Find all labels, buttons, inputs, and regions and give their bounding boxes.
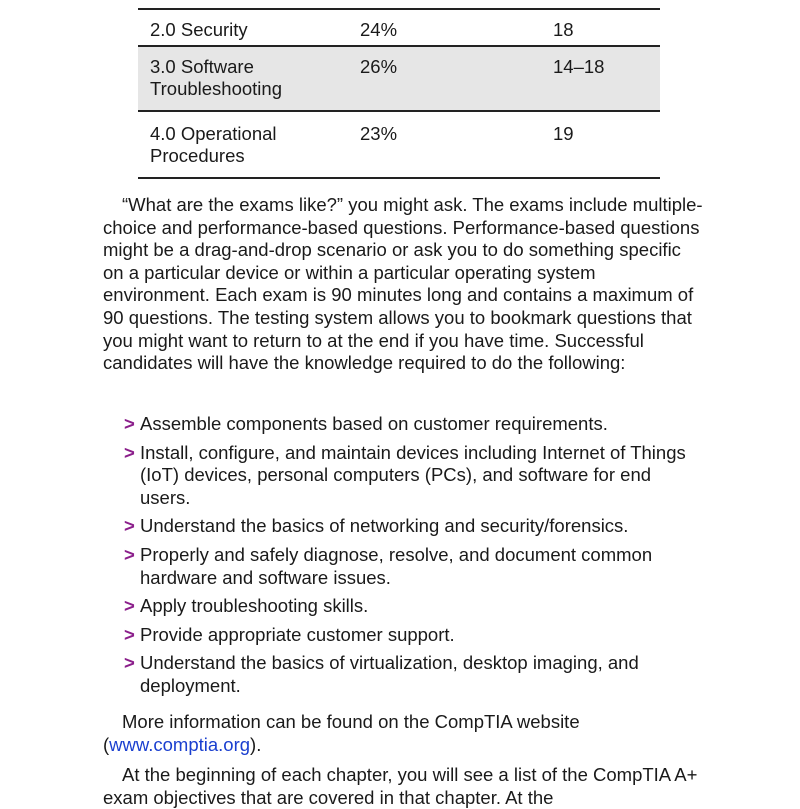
list-item-text: Assemble components based on customer requirements. (140, 413, 608, 434)
bullet-marker-icon: > (124, 595, 135, 617)
questions-cell: 14–18 (553, 46, 660, 111)
domain-line: Procedures (150, 145, 245, 166)
list-item-text: Understand the basics of virtualization, desktop imaging, and deployment. (140, 652, 639, 696)
list-item-text: Install, configure, and maintain devices including Internet of Things (IoT) devices, personal computers (PCs), and software for end users. (140, 441, 686, 508)
list-item (124, 442, 704, 510)
list-item (124, 595, 704, 618)
domain-cell (138, 111, 360, 178)
bullet-marker-icon: > (124, 623, 135, 645)
table-top-rule (138, 0, 660, 9)
list-item-text: Properly and safely diagnose, resolve, and document common hardware and software issues. (140, 543, 653, 588)
percent-cell: 23% (360, 111, 553, 178)
questions-cell: 18 (553, 9, 660, 46)
domain-line: 4.0 Operational (150, 123, 277, 144)
table-row (138, 46, 660, 111)
list-item-text: Understand the basics of networking and security/forensics. (140, 515, 629, 537)
domain-cell (138, 46, 360, 111)
close-paren: ). (250, 733, 262, 755)
exam-description-paragraph: “What are the exams like?” you might ask. The exams include multiple-choice and performance-based questions. Performance-based questions might be a drag-and-drop scenario or ask you to do something specific on a particular device or within a particular operating system environment. Each exam is 90 minutes long and contains a maximum of 90 questions. The testing system allows you to bookmark questions that you might want to return to at the end if you have time. Successful candidates will have the knowledge required to do the following: (103, 194, 703, 374)
knowledge-list (124, 413, 704, 704)
table-row (138, 9, 660, 46)
list-item (124, 544, 704, 589)
list-item (124, 652, 704, 697)
bullet-marker-icon: > (124, 543, 135, 565)
domain-line: 3.0 Software (150, 56, 254, 77)
list-item-text: Apply troubleshooting skills. (140, 595, 369, 617)
open-paren: ( (103, 733, 110, 755)
bullet-marker-icon: > (124, 413, 135, 434)
percent-cell: 24% (360, 9, 553, 46)
percent-cell: 26% (360, 46, 553, 111)
bullet-marker-icon: > (124, 441, 135, 463)
more-info-text: More information can be found on the CompTIA website (122, 711, 580, 732)
list-item-text: Provide appropriate customer support. (140, 623, 455, 645)
more-info-paragraph (103, 711, 703, 756)
bullet-marker-icon: > (124, 652, 135, 674)
exam-domain-table (138, 0, 660, 179)
list-item (124, 413, 704, 436)
comptia-link[interactable]: www.comptia.org (109, 733, 251, 755)
table-row (138, 111, 660, 178)
list-item (124, 624, 704, 647)
bullet-marker-icon: > (124, 515, 135, 537)
chapter-intro-paragraph: At the beginning of each chapter, you will see a list of the CompTIA A+ exam objectives that are covered in that chapter. At the (103, 764, 698, 808)
domain-line: Troubleshooting (150, 78, 282, 99)
list-item (124, 515, 704, 538)
domain-cell: 2.0 Security (138, 9, 360, 46)
questions-cell: 19 (553, 111, 660, 178)
